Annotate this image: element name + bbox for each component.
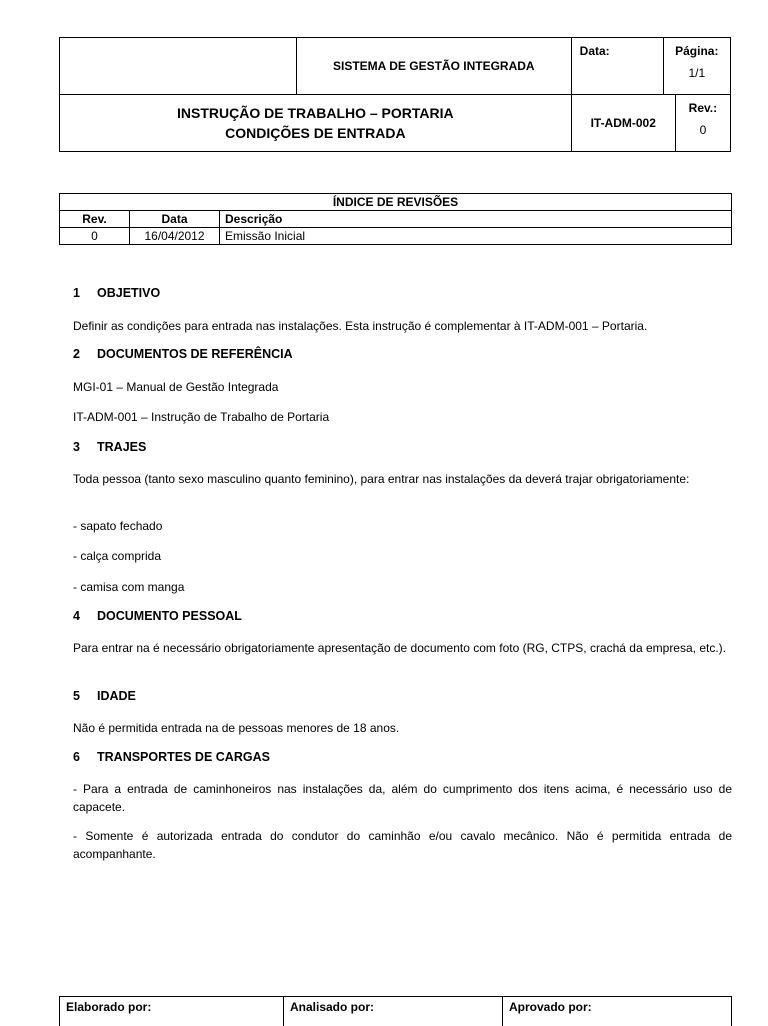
- revision-header-row: [60, 211, 732, 228]
- section-3-list-item-2: - calça comprida: [73, 547, 732, 565]
- section-3-paragraph-1: Toda pessoa (tanto sexo masculino quanto feminino), para entrar nas instalações da deverá trajar obrigatoriamente:: [73, 470, 732, 488]
- approved-by-label: Aprovado por:: [503, 997, 732, 1026]
- column-header-description: Descrição: [220, 211, 732, 228]
- revision-index-table: [59, 193, 732, 245]
- title-line-1: INSTRUÇÃO DE TRABALHO – PORTARIA: [61, 103, 570, 123]
- section-3-heading: 3 TRAJES: [73, 440, 146, 454]
- section-3-list-item-3: - camisa com manga: [73, 578, 732, 596]
- prepared-by-label: Elaborado por:: [60, 997, 284, 1026]
- date-cell: [571, 38, 663, 95]
- page-label: Página:: [675, 44, 718, 58]
- column-header-date: Data: [130, 211, 220, 228]
- column-header-rev: Rev.: [60, 211, 130, 228]
- rev-value: 0: [682, 123, 724, 137]
- page-cell: [663, 38, 730, 95]
- section-5-heading: 5 IDADE: [73, 689, 136, 703]
- revision-index-title: ÍNDICE DE REVISÕES: [60, 194, 732, 211]
- section-6-heading: 6 TRANSPORTES DE CARGAS: [73, 750, 270, 764]
- section-6-paragraph-2: - Somente é autorizada entrada do condutor do caminhão e/ou cavalo mecânico. Não é permitida entrada de acompanhante.: [73, 827, 732, 863]
- section-1-heading: 1 OBJETIVO: [73, 286, 160, 300]
- page-value: 1/1: [670, 66, 724, 80]
- section-2-paragraph-2: IT-ADM-001 – Instrução de Trabalho de Portaria: [73, 408, 732, 426]
- section-5-paragraph-1: Não é permitida entrada na de pessoas menores de 18 anos.: [73, 719, 732, 737]
- revision-number: 0: [60, 228, 130, 245]
- revision-description: Emissão Inicial: [220, 228, 732, 245]
- table-row: [60, 228, 732, 245]
- rev-cell: [675, 95, 730, 152]
- section-2-heading: 2 DOCUMENTOS DE REFERÊNCIA: [73, 347, 293, 361]
- section-3-list-item-1: - sapato fechado: [73, 517, 732, 535]
- document-code: IT-ADM-002: [571, 95, 675, 152]
- section-2-paragraph-1: MGI-01 – Manual de Gestão Integrada: [73, 378, 732, 396]
- title-line-2: CONDIÇÕES DE ENTRADA: [61, 123, 570, 143]
- revision-date: 16/04/2012: [130, 228, 220, 245]
- document-header: [59, 37, 731, 152]
- document-title: [60, 95, 572, 152]
- signature-table: [59, 996, 732, 1026]
- section-4-heading: 4 DOCUMENTO PESSOAL: [73, 609, 242, 623]
- section-6-paragraph-1: - Para a entrada de caminhoneiros nas instalações da, além do cumprimento dos itens acima, é necessário uso de capacete.: [73, 780, 732, 816]
- section-1-paragraph-1: Definir as condições para entrada nas instalações. Esta instrução é complementar à IT-ADM-001 – Portaria.: [73, 317, 732, 335]
- date-label: Data:: [580, 44, 610, 58]
- logo-cell: [60, 38, 297, 95]
- section-4-paragraph-1: Para entrar na é necessário obrigatoriamente apresentação de documento com foto (RG, CTPS, crachá da empresa, etc.).: [73, 639, 732, 657]
- rev-label: Rev.:: [689, 101, 717, 115]
- reviewed-by-label: Analisado por:: [284, 997, 503, 1026]
- system-name: SISTEMA DE GESTÃO INTEGRADA: [296, 38, 571, 95]
